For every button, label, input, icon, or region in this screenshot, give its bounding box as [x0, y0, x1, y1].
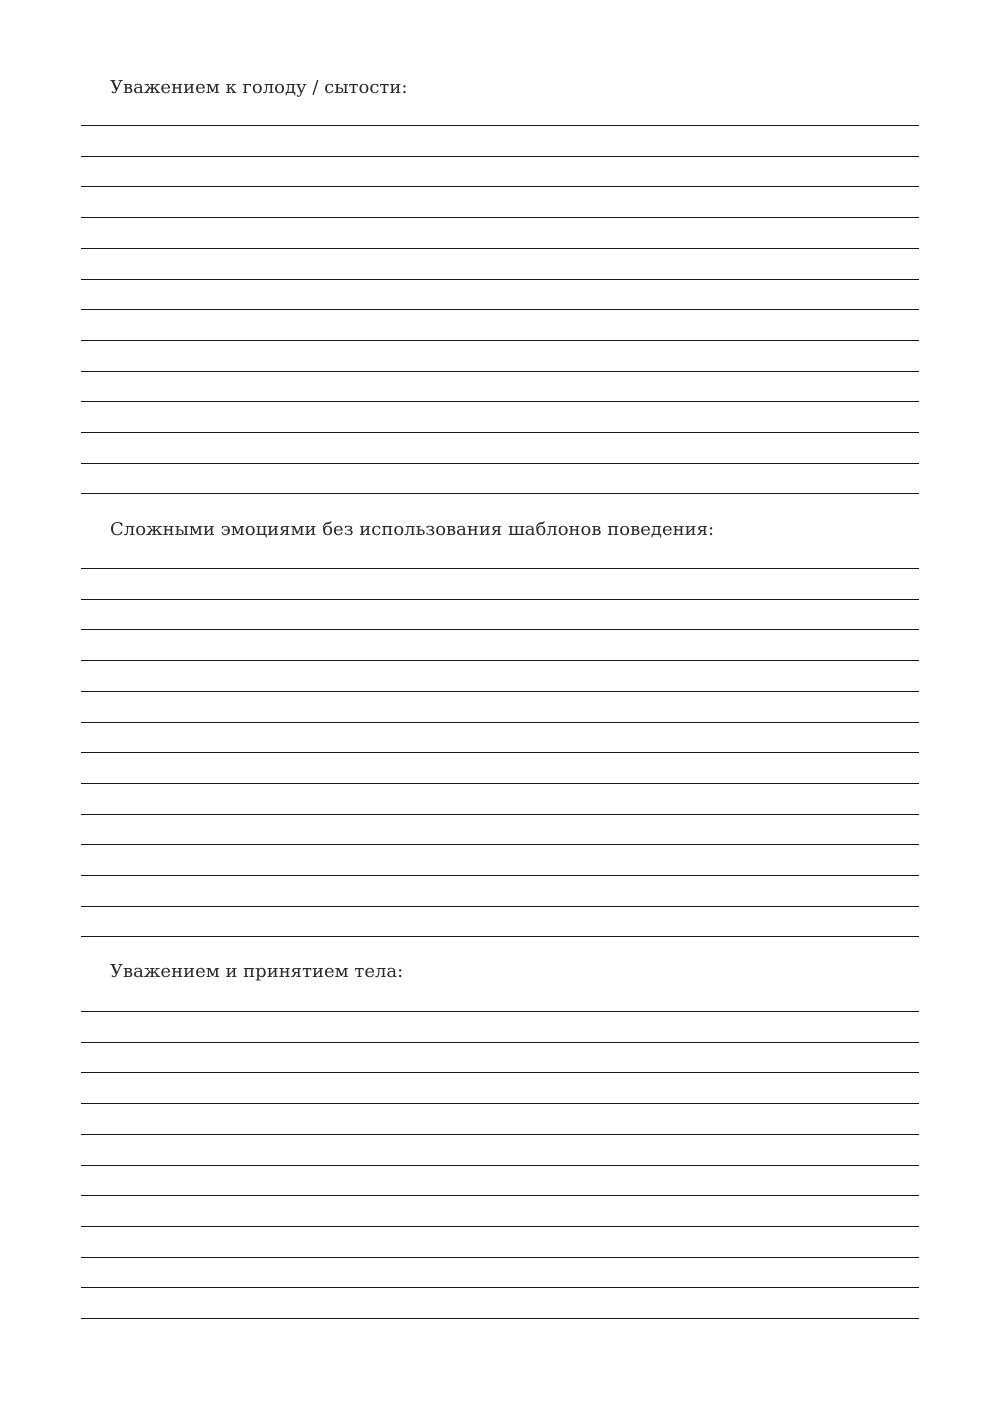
writing-line [81, 432, 919, 433]
section-heading: Уважением и принятием тела: [110, 961, 404, 982]
writing-line [81, 1042, 919, 1043]
writing-line [81, 125, 919, 126]
writing-line [81, 1195, 919, 1196]
writing-line [81, 1165, 919, 1166]
writing-line [81, 875, 919, 876]
writing-line [81, 783, 919, 784]
writing-line [81, 186, 919, 187]
writing-line [81, 814, 919, 815]
section-heading: Уважением к голоду / сытости: [110, 77, 408, 98]
writing-line [81, 493, 919, 494]
writing-line [81, 463, 919, 464]
writing-line [81, 340, 919, 341]
writing-line [81, 599, 919, 600]
writing-line [81, 371, 919, 372]
writing-line [81, 1134, 919, 1135]
writing-line [81, 156, 919, 157]
writing-line [81, 1287, 919, 1288]
writing-line [81, 217, 919, 218]
writing-line [81, 722, 919, 723]
writing-line [81, 752, 919, 753]
writing-line [81, 906, 919, 907]
writing-line [81, 1318, 919, 1319]
writing-line [81, 1011, 919, 1012]
writing-line [81, 248, 919, 249]
writing-line [81, 629, 919, 630]
writing-line [81, 691, 919, 692]
writing-line [81, 936, 919, 937]
writing-line [81, 568, 919, 569]
writing-line [81, 401, 919, 402]
writing-line [81, 660, 919, 661]
writing-line [81, 1226, 919, 1227]
writing-line [81, 309, 919, 310]
writing-line [81, 279, 919, 280]
writing-line [81, 1103, 919, 1104]
writing-line [81, 844, 919, 845]
section-heading: Сложными эмоциями без использования шаблонов поведения: [110, 519, 715, 540]
writing-line [81, 1257, 919, 1258]
writing-line [81, 1072, 919, 1073]
